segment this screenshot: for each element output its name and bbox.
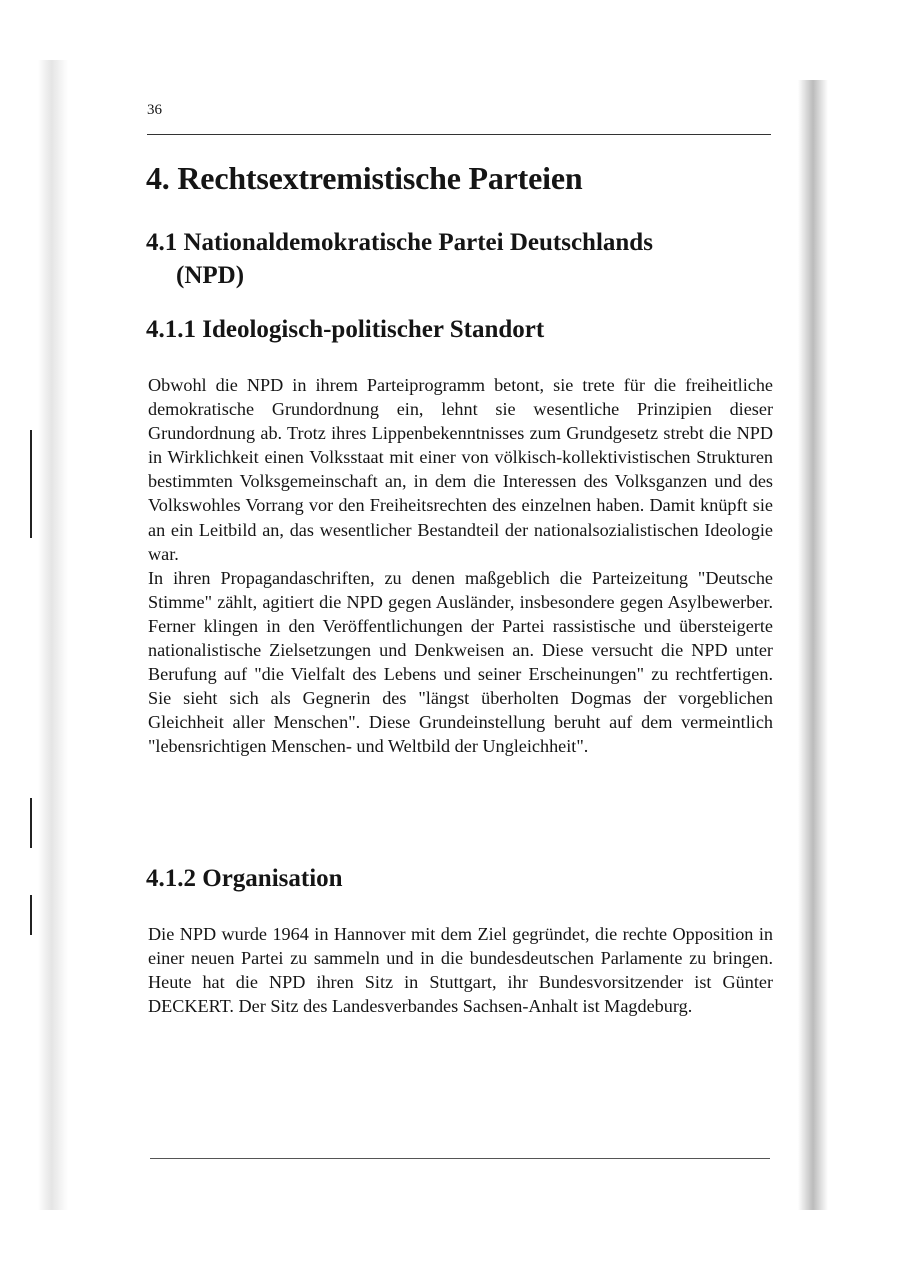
paragraph-propaganda: In ihren Propagandaschriften, zu denen maßgeblich die Parteizeitung "Deutsche Stimme" zählt, agitiert die NPD gegen Ausländer, insbesondere gegen Asylbewerber. Ferner klingen in den Veröffentlichungen der Partei rassistische und übersteigerte nationalistische Zielsetzungen und Denkweisen an. Diese versucht die NPD unter Berufung auf "die Vielfalt des Lebens und seiner Erscheinungen" zu rechtfertigen. Sie sieht sich als Gegnerin des "längst überholten Dogmas der vorgeblichen Gleichheit aller Menschen". Diese Grundeinstellung beruht auf dem vermeintlich "lebensrichtigen Menschen- und Weltbild der Ungleichheit". (148, 567, 773, 757)
paragraph-ideology: Obwohl die NPD in ihrem Parteiprogramm betont, sie trete für die freiheitliche demokratische Grundordnung ein, lehnt sie wesentliche Prinzipien dieser Grundordnung ab. Trotz ihres Lippenbekenntnisses zum Grundgesetz strebt die NPD in Wirklichkeit einen Volksstaat mit einer von völkisch-kollektivistischen Strukturen bestimmten Volksgemeinschaft an, in dem die Interessen des Volksganzen und des Volkswohles Vorrang vor den Freiheitsrechten des einzelnen haben. Damit knüpft sie an ein Leitbild an, das wesentlicher Bestandteil der nationalsozialistischen Ideologie war. (148, 375, 773, 564)
standort-text (148, 373, 773, 759)
subsection-heading-organisation: 4.1.2 Organisation (146, 865, 343, 892)
section-heading (146, 226, 746, 292)
organisation-text (148, 922, 773, 1018)
scan-shadow-left (38, 60, 68, 1210)
margin-mark (30, 895, 32, 935)
section-heading-line-1: 4.1 Nationaldemokratische Partei Deutschlands (146, 229, 653, 256)
margin-mark (30, 798, 32, 848)
footer-rule (150, 1158, 770, 1159)
section-heading-line-2: (NPD) (176, 262, 245, 289)
page-number: 36 (147, 102, 162, 118)
margin-mark (30, 430, 32, 538)
paragraph-organisation: Die NPD wurde 1964 in Hannover mit dem Ziel gegründet, die rechte Opposition in einer neuen Partei zu sammeln und in die bundesdeutschen Parlamente zu bringen. Heute hat die NPD ihren Sitz in Stuttgart, ihr Bundesvorsitzender ist Günter DECKERT. Der Sitz des Landesverbandes Sachsen-Anhalt ist Magdeburg. (148, 924, 773, 1017)
scan-shadow-right (798, 80, 828, 1210)
header-rule (147, 134, 771, 135)
subsection-heading-standort: 4.1.1 Ideologisch-politischer Standort (146, 316, 545, 343)
chapter-heading: 4. Rechtsextremistische Parteien (146, 160, 583, 196)
